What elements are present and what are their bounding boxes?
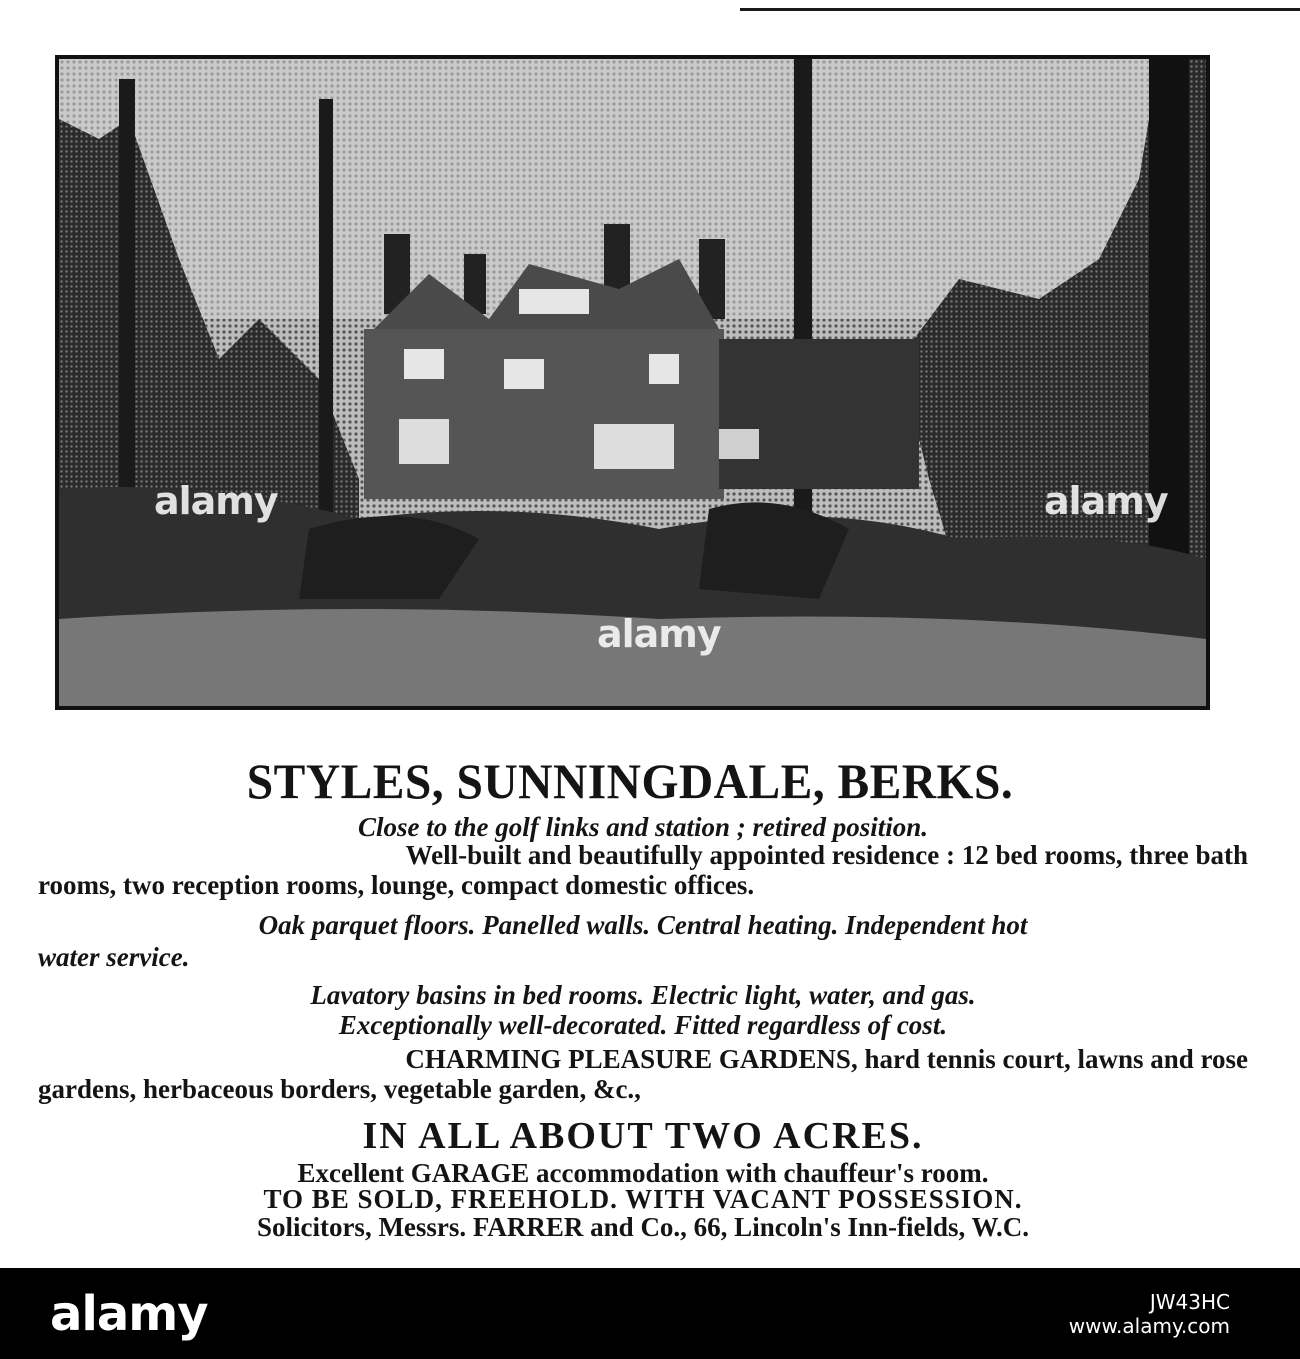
advert-line-lavatory: Lavatory basins in bed rooms. Electric light, water, and gas. [310,980,976,1010]
advert-line-residence: Well-built and beautifully appointed residence : 12 bed rooms, three bath [405,840,1248,870]
advert-line-garage: Excellent GARAGE accommodation with chauffeur's room. [297,1158,989,1188]
advert-line-solicitors: Solicitors, Messrs. FARRER and Co., 66, Lincoln's Inn-fields, W.C. [256,1212,1030,1242]
advert-line-decorated: Exceptionally well-decorated. Fitted regardless of cost. [338,1010,948,1040]
house-illustration [59,59,1206,706]
photo-watermark-center: alamy [597,612,721,656]
alamy-logo: alamy [50,1286,208,1342]
house-photograph [55,55,1210,710]
advert-line-gardens: CHARMING PLEASURE GARDENS, hard tennis court, lawns and rose [405,1044,1248,1074]
advert-line-location: Close to the golf links and station ; retired position. [357,812,929,842]
photo-watermark-right: alamy [1044,479,1168,523]
photo-watermark-left: alamy [154,479,278,523]
advert-line-acres: IN ALL ABOUT TWO ACRES. [362,1115,924,1157]
image-id-block [1069,1290,1230,1338]
advert-line-water: water service. [38,942,190,972]
advert-line-freehold: TO BE SOLD, FREEHOLD. WITH VACANT POSSESSION. [263,1184,1023,1214]
image-id: JW43HC [1149,1290,1230,1314]
stock-footer [0,1268,1300,1359]
advert-headline: STYLES, SUNNINGDALE, BERKS. [246,753,1014,809]
site-url: www.alamy.com [1068,1314,1230,1338]
advert-line-borders: gardens, herbaceous borders, vegetable garden, &c., [38,1074,641,1104]
top-rule [740,8,1300,11]
advert-line-floors: Oak parquet floors. Panelled walls. Central heating. Independent hot [258,910,1028,940]
advert-line-rooms: rooms, two reception rooms, lounge, compact domestic offices. [38,870,755,900]
